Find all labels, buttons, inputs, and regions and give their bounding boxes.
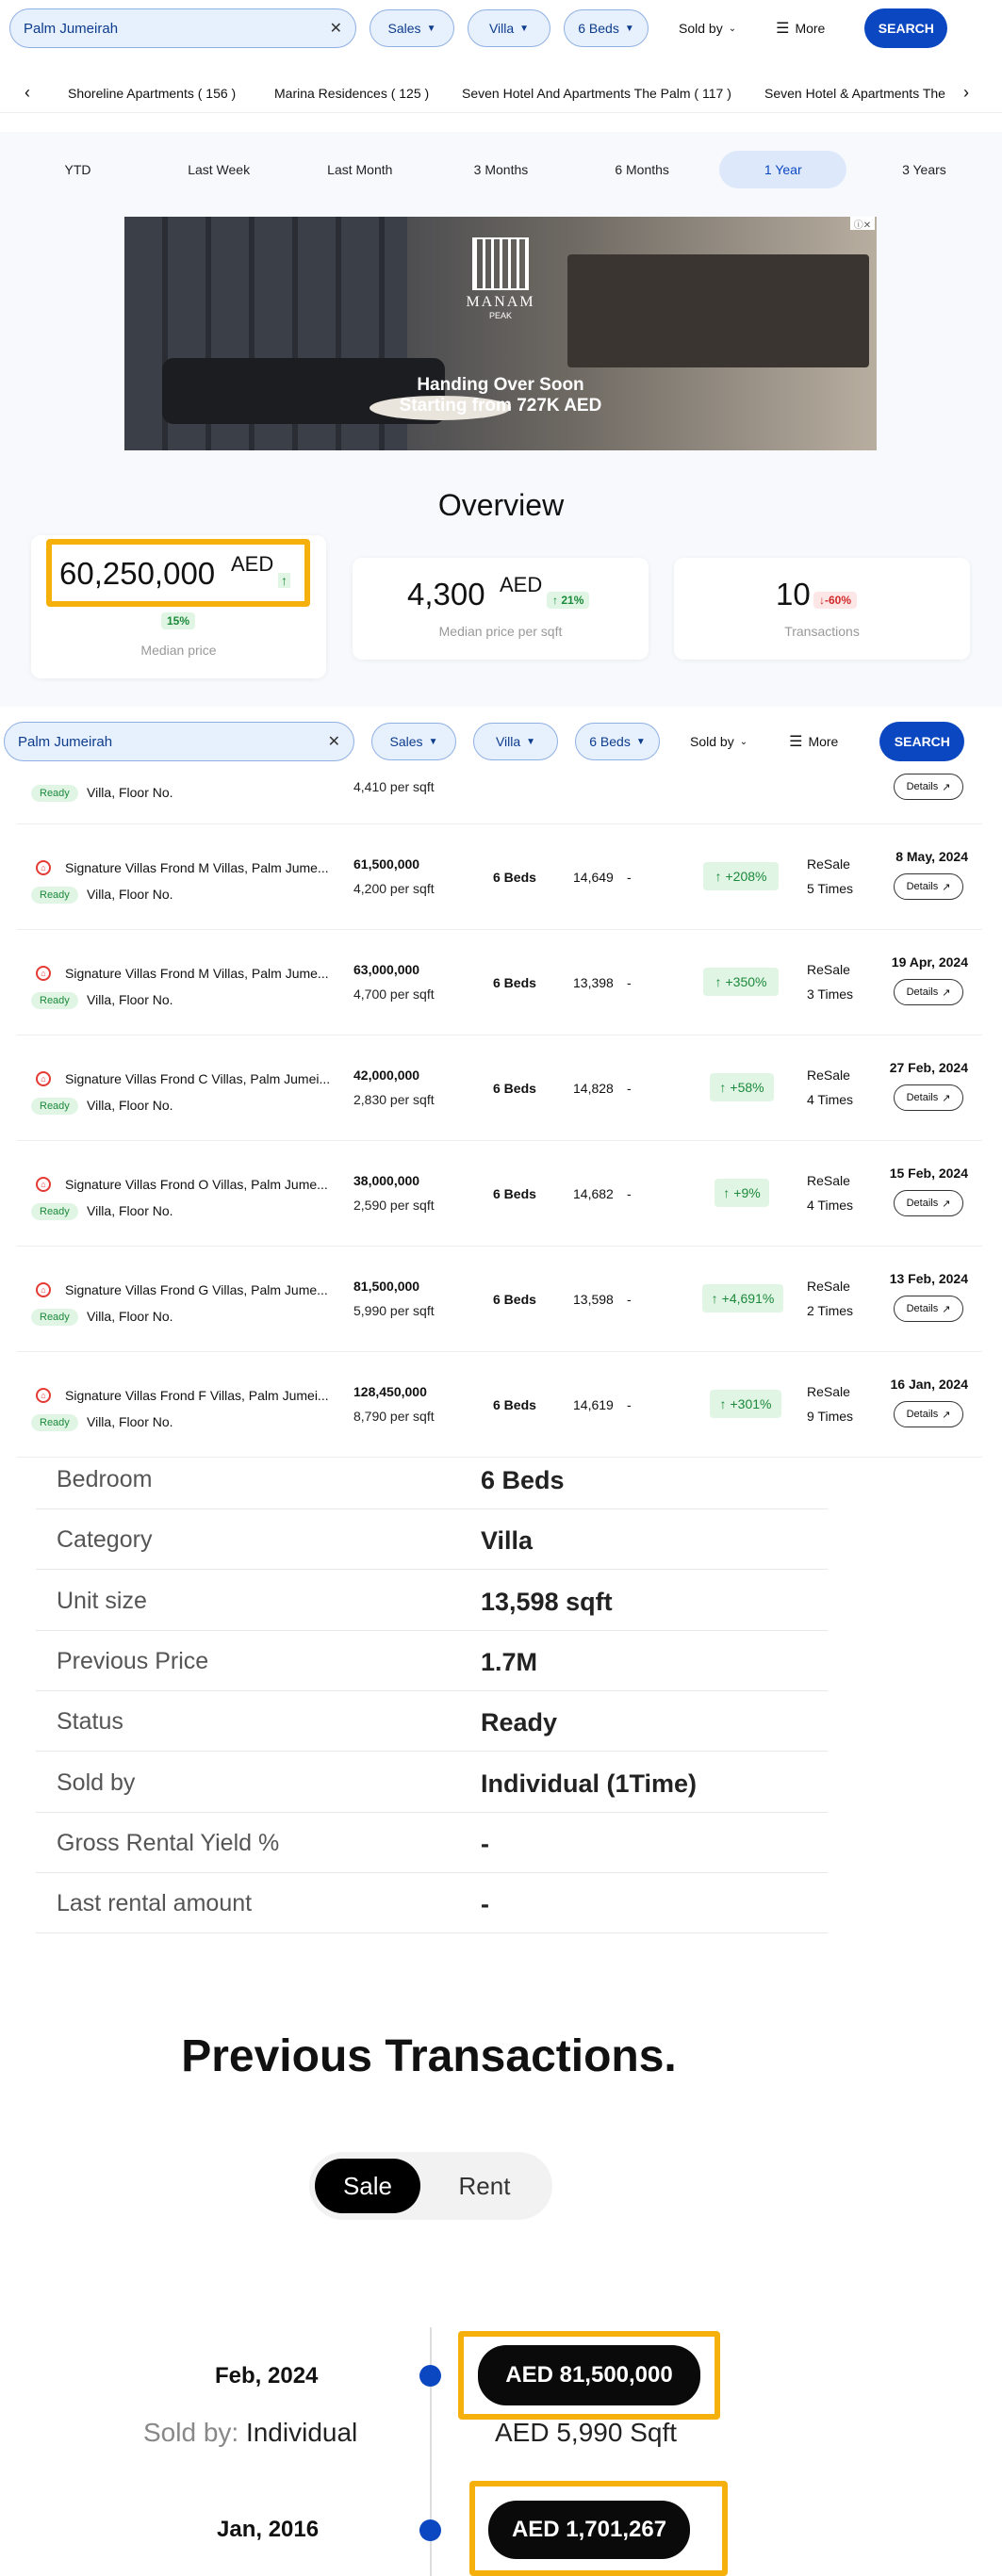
- share-icon: ↗: [942, 1409, 951, 1421]
- sale-type: ReSale: [807, 1068, 850, 1083]
- property-value: -: [481, 1890, 489, 1919]
- sale-rent-toggle: [309, 2152, 552, 2220]
- tab-3-years[interactable]: 3 Years: [902, 162, 946, 177]
- table-row[interactable]: [17, 1141, 982, 1247]
- beds-filter[interactable]: 6 Beds ▼: [564, 9, 649, 47]
- brand-sub: PEAK: [488, 311, 512, 320]
- search-value: Palm Jumeirah: [24, 20, 119, 37]
- property-key: Sold by: [57, 1769, 136, 1796]
- sliders-icon: ☰: [789, 734, 803, 750]
- top-search-bar: [0, 0, 1002, 57]
- search-input[interactable]: [4, 722, 354, 761]
- more-filters-button[interactable]: ☰ More: [776, 21, 826, 37]
- building-icon: ⌂: [36, 860, 51, 875]
- up-arrow-icon: ↑: [715, 869, 722, 884]
- price-pill: AED 81,500,000: [478, 2345, 700, 2405]
- sale-date: 15 Feb, 2024: [889, 1166, 968, 1181]
- chevron-down-icon: ▼: [624, 23, 634, 34]
- search-value: Palm Jumeirah: [18, 733, 113, 750]
- size: 13,598: [573, 1292, 614, 1307]
- building-icon: ⌂: [36, 966, 51, 981]
- property-row: [36, 1449, 828, 1509]
- per-sqft: 2,830 per sqft: [353, 1092, 435, 1107]
- per-sqft: 8,790 per sqft: [353, 1409, 435, 1424]
- tab-ytd[interactable]: YTD: [64, 162, 91, 177]
- price: 42,000,000: [353, 1068, 420, 1083]
- property-key: Last rental amount: [57, 1890, 253, 1917]
- sold-by-text: [143, 2418, 357, 2448]
- details-button[interactable]: Details ↗: [894, 774, 963, 800]
- median-price-badge: 15%: [161, 612, 195, 629]
- property-key: Previous Price: [57, 1647, 209, 1674]
- sale-type: ReSale: [807, 1279, 850, 1294]
- up-arrow-icon: ↑: [711, 1291, 718, 1306]
- previous-title: Previous Transactions.: [181, 2031, 677, 2081]
- change-badge: ↑ +9%: [715, 1179, 769, 1207]
- purpose-filter[interactable]: Sales ▼: [371, 723, 456, 760]
- chevron-down-icon: ⌄: [739, 736, 748, 747]
- property-value: 1.7M: [481, 1647, 538, 1676]
- price: 63,000,000: [353, 962, 420, 977]
- purpose-filter[interactable]: Sales ▼: [370, 9, 454, 47]
- community-tab[interactable]: Marina Residences ( 125 ): [274, 86, 430, 101]
- category-filter[interactable]: Villa ▼: [468, 9, 550, 47]
- sold-by-label: Sold by:: [143, 2418, 239, 2447]
- project-name[interactable]: Signature Villas Frond F Villas, Palm Jumei...: [65, 1388, 329, 1403]
- median-price-unit: AED: [231, 552, 274, 576]
- clear-icon[interactable]: ✕: [327, 734, 340, 750]
- up-arrow-icon: ↑: [278, 573, 290, 588]
- ad-line2: Starting from 727K AED: [399, 396, 602, 416]
- project-name[interactable]: Signature Villas Frond G Villas, Palm Jume...: [65, 1282, 328, 1297]
- share-icon: ↗: [942, 986, 951, 999]
- per-sqft: 4,700 per sqft: [353, 986, 435, 1002]
- scroll-left-icon[interactable]: ‹: [25, 83, 30, 102]
- transactions-label: Transactions: [784, 624, 860, 639]
- transactions-badge: ↓-60%: [813, 592, 857, 609]
- per-sqft: 4,200 per sqft: [353, 881, 435, 896]
- property-value: 13,598 sqft: [481, 1587, 613, 1616]
- rental: -: [627, 1292, 632, 1307]
- sale-type: ReSale: [807, 1173, 850, 1188]
- size: 14,828: [573, 1081, 614, 1096]
- period-tabs: [0, 151, 1002, 188]
- ad-banner[interactable]: [124, 217, 877, 450]
- chevron-down-icon: ▼: [519, 23, 530, 34]
- property-key: Unit size: [57, 1587, 147, 1614]
- change-badge: ↑ +208%: [703, 862, 779, 890]
- sliders-icon: ☰: [776, 21, 790, 37]
- rental: -: [627, 1081, 632, 1096]
- project-name[interactable]: Signature Villas Frond C Villas, Palm Jumei...: [65, 1071, 331, 1086]
- sale-date: 8 May, 2024: [895, 849, 968, 864]
- property-value: Individual (1Time): [481, 1769, 698, 1798]
- rental: -: [627, 975, 632, 990]
- property-key: Category: [57, 1526, 153, 1554]
- ad-line1: Handing Over Soon: [417, 375, 584, 395]
- beds: 6 Beds: [493, 1081, 536, 1096]
- category-filter[interactable]: Villa ▼: [473, 723, 558, 760]
- up-arrow-icon: ↑: [719, 1396, 727, 1411]
- brand-name: MANAM: [466, 294, 535, 310]
- table-row[interactable]: [17, 770, 982, 824]
- sale-date: 13 Feb, 2024: [889, 1271, 968, 1286]
- table-row[interactable]: [17, 930, 982, 1035]
- times-sold: 4 Times: [807, 1092, 854, 1107]
- table-row[interactable]: [17, 1247, 982, 1352]
- sticky-search-bar: [0, 713, 1002, 770]
- price: 128,450,000: [353, 1384, 427, 1399]
- property-value: Villa: [481, 1526, 534, 1556]
- share-icon: ↗: [942, 781, 951, 793]
- sale-toggle[interactable]: Sale: [315, 2159, 420, 2213]
- chevron-down-icon: ▼: [635, 736, 646, 747]
- search-button[interactable]: SEARCH: [864, 8, 947, 48]
- times-sold: 9 Times: [807, 1409, 854, 1424]
- overview-title: Overview: [437, 488, 565, 522]
- median-price-card: [31, 535, 326, 678]
- table-row[interactable]: [17, 824, 982, 930]
- entry-date: Jan, 2016: [217, 2517, 320, 2542]
- building-icon: [472, 237, 529, 290]
- timeline-dot: [419, 2519, 441, 2541]
- details-button[interactable]: Details ↗: [894, 979, 963, 1005]
- tab-1-year[interactable]: 1 Year: [719, 151, 846, 188]
- rent-toggle[interactable]: Rent: [458, 2171, 511, 2200]
- share-icon: ↗: [942, 1092, 951, 1104]
- tab-3-months[interactable]: 3 Months: [473, 162, 529, 177]
- beds-filter[interactable]: 6 Beds ▼: [575, 723, 660, 760]
- details-button[interactable]: Details ↗: [894, 1401, 963, 1427]
- table-row[interactable]: [17, 1352, 982, 1458]
- building-icon: ⌂: [36, 1071, 51, 1086]
- property-value: Ready: [481, 1708, 558, 1737]
- ready-badge: Ready: [31, 1414, 78, 1431]
- transactions-card: [674, 558, 970, 660]
- change-badge: ↑ +4,691%: [702, 1284, 783, 1312]
- share-icon: ↗: [942, 1303, 951, 1315]
- details-button[interactable]: Details ↗: [894, 1190, 963, 1216]
- times-sold: 3 Times: [807, 986, 854, 1002]
- sale-type: ReSale: [807, 962, 850, 977]
- size: 14,682: [573, 1186, 614, 1201]
- beds: 6 Beds: [493, 1186, 536, 1201]
- floor-text: Villa, Floor No.: [87, 992, 173, 1007]
- project-name[interactable]: Signature Villas Frond M Villas, Palm Jume...: [65, 966, 329, 981]
- community-tab[interactable]: Seven Hotel & Apartments The: [764, 86, 945, 101]
- floor-text: Villa, Floor No.: [87, 785, 173, 800]
- floor-text: Villa, Floor No.: [87, 887, 173, 902]
- sold-by-filter[interactable]: Sold by ⌄: [690, 734, 748, 749]
- chevron-down-icon: ▼: [526, 736, 536, 747]
- sale-date: 16 Jan, 2024: [890, 1377, 968, 1392]
- median-sqft-unit: AED: [500, 573, 543, 596]
- ready-badge: Ready: [31, 1098, 78, 1115]
- sqft-text: AED 5,990 Sqft: [495, 2418, 678, 2447]
- sale-type: ReSale: [807, 1384, 850, 1399]
- size: 13,398: [573, 975, 614, 990]
- floor-text: Villa, Floor No.: [87, 1098, 173, 1113]
- details-button[interactable]: Details ↗: [894, 1084, 963, 1111]
- project-name[interactable]: Signature Villas Frond O Villas, Palm Jume...: [65, 1177, 328, 1192]
- tab-6-months[interactable]: 6 Months: [615, 162, 669, 177]
- building-icon: ⌂: [36, 1282, 51, 1297]
- rental: -: [627, 1397, 632, 1412]
- median-sqft-card: [353, 558, 649, 660]
- details-button[interactable]: Details ↗: [894, 1296, 963, 1322]
- size: 14,619: [573, 1397, 614, 1412]
- chevron-down-icon: ▼: [426, 23, 436, 34]
- building-icon: ⌂: [36, 1177, 51, 1192]
- chevron-down-icon: ▼: [428, 736, 438, 747]
- up-arrow-icon: ↑: [723, 1185, 731, 1200]
- sale-date: 19 Apr, 2024: [891, 954, 968, 970]
- entry-date: Feb, 2024: [215, 2363, 319, 2389]
- size: 14,649: [573, 870, 614, 885]
- scroll-right-icon[interactable]: ›: [963, 83, 969, 102]
- more-filters-button[interactable]: ☰ More: [789, 734, 839, 750]
- property-row: [36, 1571, 828, 1631]
- up-arrow-icon: ↑: [715, 974, 722, 989]
- property-value: -: [481, 1829, 489, 1858]
- project-name[interactable]: Signature Villas Frond M Villas, Palm Jume...: [65, 860, 329, 875]
- details-button[interactable]: Details ↗: [894, 873, 963, 900]
- price-pill: AED 1,701,267: [488, 2501, 690, 2559]
- sale-type: ReSale: [807, 856, 850, 872]
- property-row: [36, 1753, 828, 1813]
- property-row: [36, 1509, 828, 1570]
- ready-badge: Ready: [31, 887, 78, 904]
- brand-logo: [464, 237, 537, 351]
- change-badge: ↑ +58%: [710, 1073, 774, 1101]
- ready-badge: Ready: [31, 785, 78, 802]
- median-price-value: 60,250,000: [59, 556, 216, 591]
- community-tabs: [0, 73, 1002, 113]
- ready-badge: Ready: [31, 1309, 78, 1326]
- property-value: 6 Beds: [481, 1466, 565, 1494]
- median-sqft-badge: ↑ 21%: [547, 592, 589, 609]
- share-icon: ↗: [942, 881, 951, 893]
- price: 61,500,000: [353, 856, 420, 872]
- community-tab[interactable]: Shoreline Apartments ( 156 ): [68, 86, 237, 101]
- table-row[interactable]: [17, 1035, 982, 1141]
- tab-last-week[interactable]: Last Week: [188, 162, 251, 177]
- median-price-label: Median price: [140, 643, 217, 658]
- kitchen-image: [567, 254, 869, 367]
- up-arrow-icon: ↑: [719, 1080, 727, 1095]
- floor-text: Villa, Floor No.: [87, 1309, 173, 1324]
- beds: 6 Beds: [493, 870, 536, 885]
- property-key: Bedroom: [57, 1466, 153, 1492]
- price: 38,000,000: [353, 1173, 420, 1188]
- times-sold: 4 Times: [807, 1198, 854, 1213]
- median-sqft-label: Median price per sqft: [438, 624, 563, 639]
- price: 81,500,000: [353, 1279, 420, 1294]
- floor-text: Villa, Floor No.: [87, 1414, 173, 1429]
- transactions-value: 10: [776, 577, 811, 611]
- times-sold: 5 Times: [807, 881, 854, 896]
- chevron-down-icon: ⌄: [728, 23, 737, 34]
- timeline-dot: [419, 2365, 441, 2387]
- building-icon: ⌂: [36, 1388, 51, 1403]
- sold-by-filter[interactable]: Sold by ⌄: [679, 21, 737, 36]
- change-badge: ↑ +350%: [703, 968, 779, 996]
- ready-badge: Ready: [31, 1203, 78, 1220]
- beds: 6 Beds: [493, 1397, 536, 1412]
- sale-date: 27 Feb, 2024: [889, 1060, 968, 1075]
- beds: 6 Beds: [493, 1292, 536, 1307]
- tab-last-month[interactable]: Last Month: [327, 162, 393, 177]
- clear-icon[interactable]: ✕: [329, 21, 342, 37]
- beds: 6 Beds: [493, 975, 536, 990]
- community-tab[interactable]: Seven Hotel And Apartments The Palm ( 117 ): [462, 86, 731, 101]
- sold-by-value: Individual: [245, 2418, 358, 2447]
- change-badge: ↑ +301%: [710, 1390, 781, 1418]
- property-row: [36, 1813, 828, 1873]
- property-row: [36, 1691, 828, 1752]
- search-button[interactable]: SEARCH: [879, 722, 964, 761]
- per-sqft: 2,590 per sqft: [353, 1198, 435, 1213]
- per-sqft: 5,990 per sqft: [353, 1303, 435, 1318]
- property-row: [36, 1631, 828, 1691]
- rental: -: [627, 870, 632, 885]
- property-row: [36, 1873, 828, 1933]
- property-key: Gross Rental Yield %: [57, 1829, 280, 1856]
- per-sqft: 4,410 per sqft: [353, 779, 435, 794]
- ready-badge: Ready: [31, 992, 78, 1009]
- floor-text: Villa, Floor No.: [87, 1203, 173, 1218]
- ad-close-icon[interactable]: ⓘ✕: [850, 217, 875, 230]
- property-key: Status: [57, 1708, 123, 1736]
- share-icon: ↗: [942, 1198, 951, 1210]
- median-sqft-value: 4,300: [407, 577, 485, 611]
- rental: -: [627, 1186, 632, 1201]
- search-input[interactable]: [9, 8, 356, 48]
- times-sold: 2 Times: [807, 1303, 854, 1318]
